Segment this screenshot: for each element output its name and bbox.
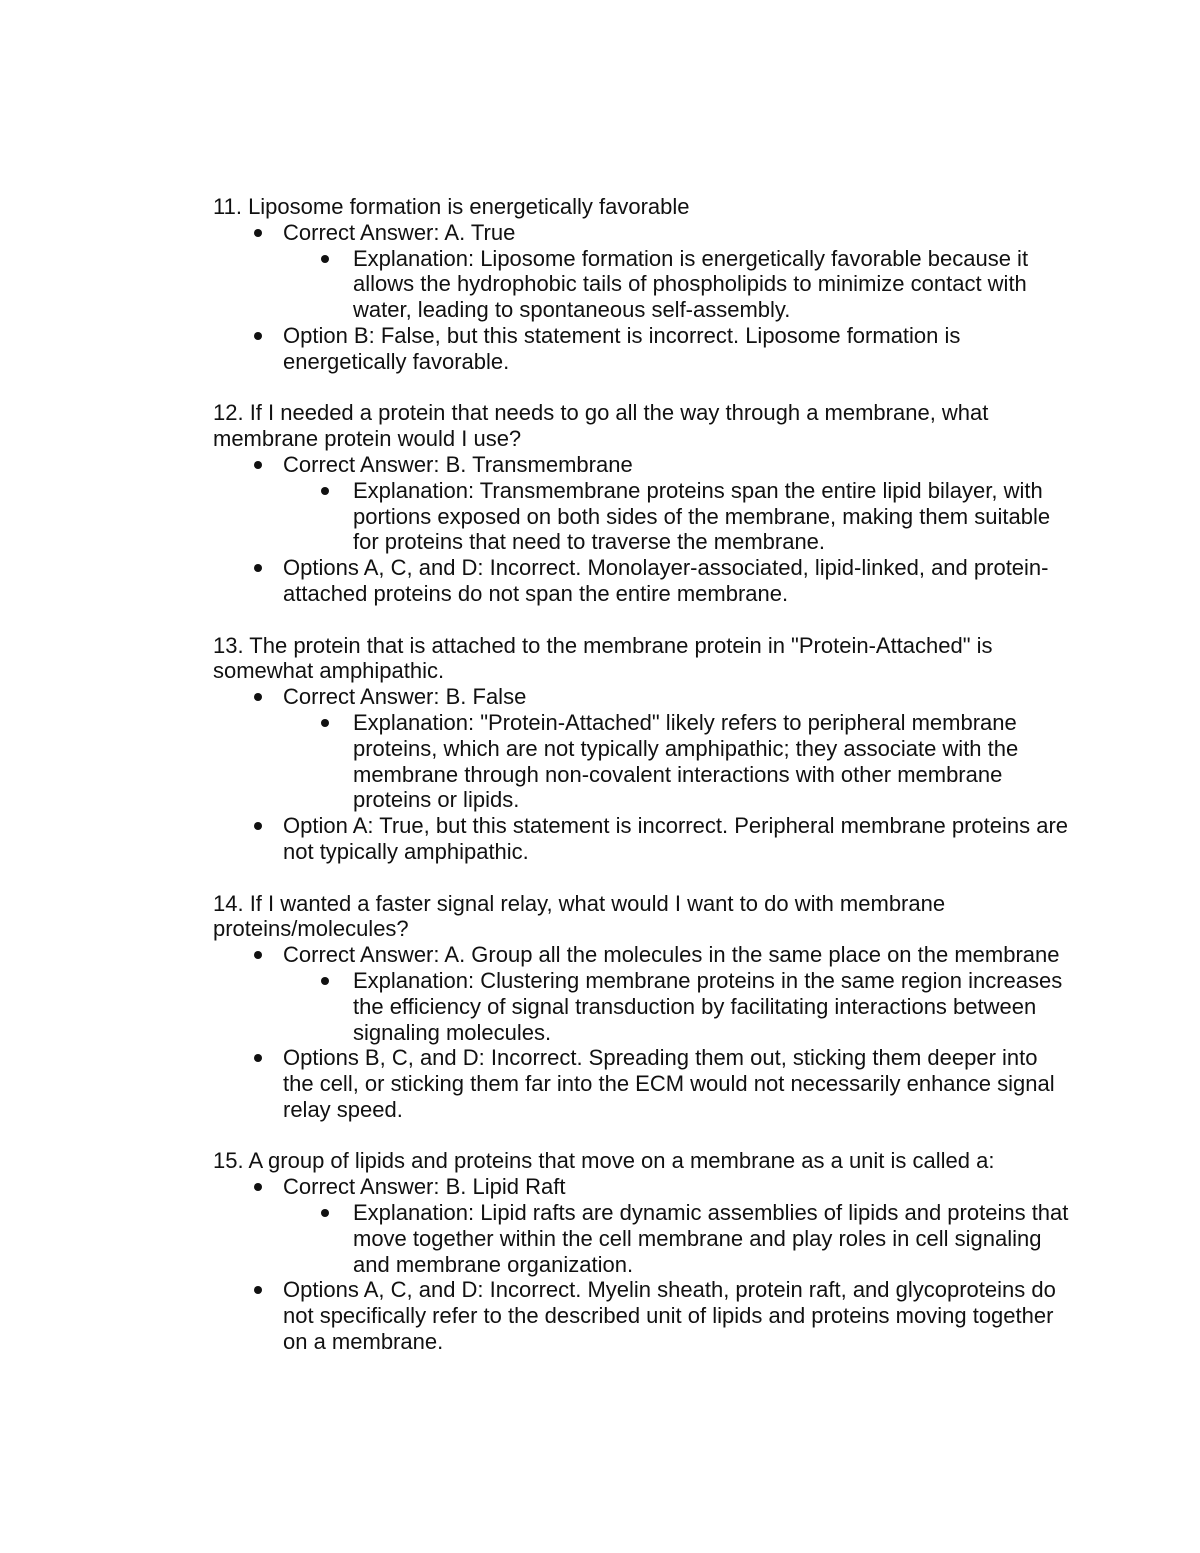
correct-answer-text: Correct Answer: A. True [283,219,516,245]
explanation-text: Explanation: Liposome formation is energetically favorable because it allows the hydrophobic tails of phospholipids to minimize contact with water, leading to spontaneous self-assembly. [353,245,1029,323]
explanation-item [213,968,1073,1045]
other-options-text: Options A, C, and D: Incorrect. Monolayer-associated, lipid-linked, and protein-attached proteins do not span the entire membrane. [283,555,1049,606]
question-title: 12. If I needed a protein that needs to go all the way through a membrane, what membrane protein would I use? [213,400,989,452]
question-item [213,400,1073,606]
correct-answer-text: Correct Answer: B. Transmembrane [283,451,633,477]
explanation-text: Explanation: Lipid rafts are dynamic assemblies of lipids and proteins that move together within the cell membrane and play roles in cell signaling and membrane organization. [353,1200,1069,1277]
correct-answer-item [213,684,1073,710]
bullet-icon [321,1209,329,1217]
question-list [213,194,1073,1381]
question-item [213,891,1073,1123]
correct-answer-item [213,942,1073,968]
correct-answer-item [213,452,1073,478]
correct-answer-text: Correct Answer: A. Group all the molecules in the same place on the membrane [283,942,1060,968]
other-options-item [213,1045,1073,1122]
explanation-item [213,478,1073,555]
bullet-icon [321,719,329,727]
question-item [213,1148,1073,1354]
bullet-icon [254,461,262,469]
explanation-text: Explanation: Transmembrane proteins span the entire lipid bilayer, with portions exposed on both sides of the membrane, making them suitable for proteins that need to traverse the membrane. [353,477,1051,555]
correct-answer-item [213,1174,1073,1200]
question-title: 15. A group of lipids and proteins that move on a membrane as a unit is called a: [213,1148,995,1174]
question-item [213,194,1073,375]
correct-answer-text: Correct Answer: B. False [283,684,527,710]
correct-answer-text: Correct Answer: B. Lipid Raft [283,1174,566,1200]
explanation-text: Explanation: "Protein-Attached" likely refers to peripheral membrane proteins, which are not typically amphipathic; they associate with the membrane through non-covalent interactions with other membrane proteins or lipids. [353,709,1019,813]
other-options-text: Options A, C, and D: Incorrect. Myelin sheath, protein raft, and glycoproteins do not specifically refer to the described unit of lipids and proteins moving together on a membrane. [283,1277,1056,1355]
bullet-icon [254,1286,262,1294]
bullet-icon [254,229,262,237]
bullet-icon [254,822,262,830]
explanation-item [213,1200,1073,1277]
bullet-icon [254,1054,262,1062]
explanation-item [213,710,1073,813]
question-title: 11. Liposome formation is energetically favorable [213,194,690,219]
question-item [213,633,1073,865]
other-options-text: Options B, C, and D: Incorrect. Spreading them out, sticking them deeper into the cell, or sticking them far into the ECM would not necessarily enhance signal relay speed. [283,1045,1055,1122]
bullet-icon [254,1183,262,1191]
question-title: 13. The protein that is attached to the membrane protein in "Protein-Attached" is somewhat amphipathic. [213,632,993,684]
other-options-item [213,555,1073,607]
other-options-item [213,1277,1073,1354]
correct-answer-item [213,220,1073,246]
bullet-icon [321,487,329,495]
bullet-icon [254,332,262,340]
question-title: 14. If I wanted a faster signal relay, what would I want to do with membrane proteins/molecules? [213,890,946,942]
explanation-text: Explanation: Clustering membrane proteins in the same region increases the efficiency of signal transduction by facilitating interactions between signaling molecules. [353,967,1063,1045]
bullet-icon [254,693,262,701]
other-options-text: Option B: False, but this statement is incorrect. Liposome formation is energetically favorable. [283,322,961,374]
other-options-text: Option A: True, but this statement is incorrect. Peripheral membrane proteins are not typically amphipathic. [283,813,1069,864]
bullet-icon [254,951,262,959]
other-options-item [213,813,1073,865]
bullet-icon [321,255,329,263]
explanation-item [213,246,1073,323]
bullet-icon [254,564,262,572]
bullet-icon [321,977,329,985]
other-options-item [213,323,1073,375]
